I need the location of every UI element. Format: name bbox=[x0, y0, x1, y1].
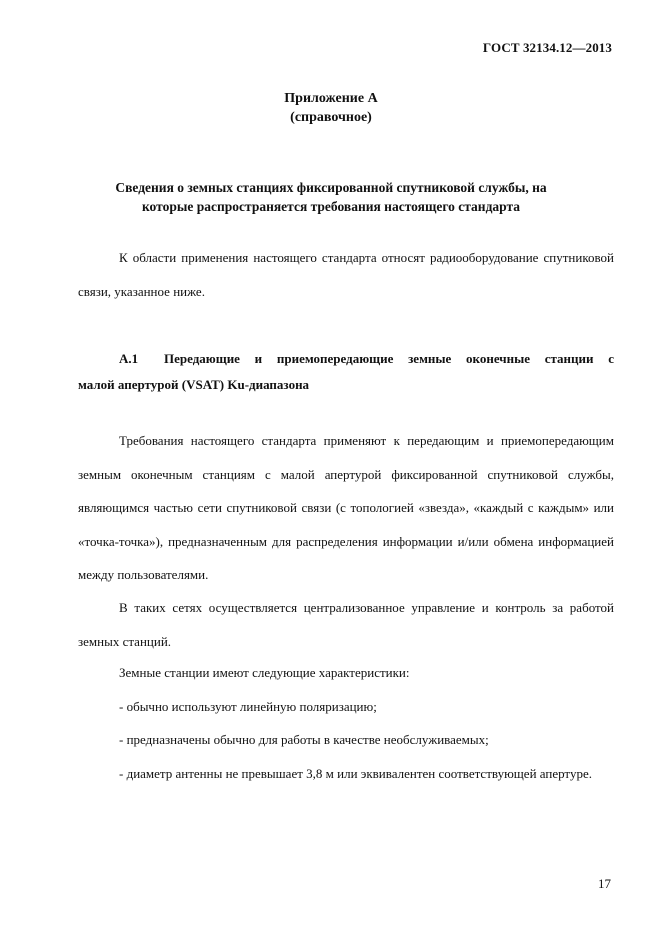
section-a1-heading bbox=[78, 346, 614, 398]
appendix-title: Приложение А bbox=[284, 91, 378, 106]
document-code: ГОСТ 32134.12—2013 bbox=[482, 40, 612, 55]
section-title-line1: Сведения о земных станциях фиксированной спутниковой службы, на bbox=[115, 180, 547, 195]
appendix-subtitle: (справочное) bbox=[290, 110, 372, 125]
section-title-line2: которые распространяется требования настоящего стандарта bbox=[141, 199, 521, 214]
section-a1-heading-line1: Передающие и приемопередающие земные оконечные станции с bbox=[164, 351, 614, 366]
page-number: 17 bbox=[598, 876, 611, 891]
paragraph-characteristics: Земные станции имеют следующие характеристики: bbox=[119, 665, 410, 680]
intro-paragraph: К области применения настоящего стандарта относят радиооборудование спутниковой связи, указанное ниже. bbox=[78, 250, 614, 299]
paragraph-requirements: Требования настоящего стандарта применяют к передающим и приемопередающим земным оконечным станциям с малой апертурой фиксированной спутниковой службы, являющимся частью сети спутниковой связи (с топологией «звезда», «каждый с каждым» или «точка-точка»), предназначенным для распределения информации и/или обмена информацией между пользователями. bbox=[78, 433, 614, 582]
list-item: - диаметр антенны не превышает 3,8 м или эквивалентен соответствующей апертуре. bbox=[119, 766, 592, 781]
section-a1-number: А.1 bbox=[119, 351, 139, 366]
paragraph-networks: В таких сетях осуществляется централизованное управление и контроль за работой земных станций. bbox=[78, 600, 614, 649]
list-item: - предназначены обычно для работы в качестве необслуживаемых; bbox=[119, 732, 489, 747]
section-a1-heading-line2: малой апертурой (VSAT) Ku-диапазона bbox=[78, 377, 310, 392]
list-item: - обычно используют линейную поляризацию; bbox=[119, 699, 377, 714]
